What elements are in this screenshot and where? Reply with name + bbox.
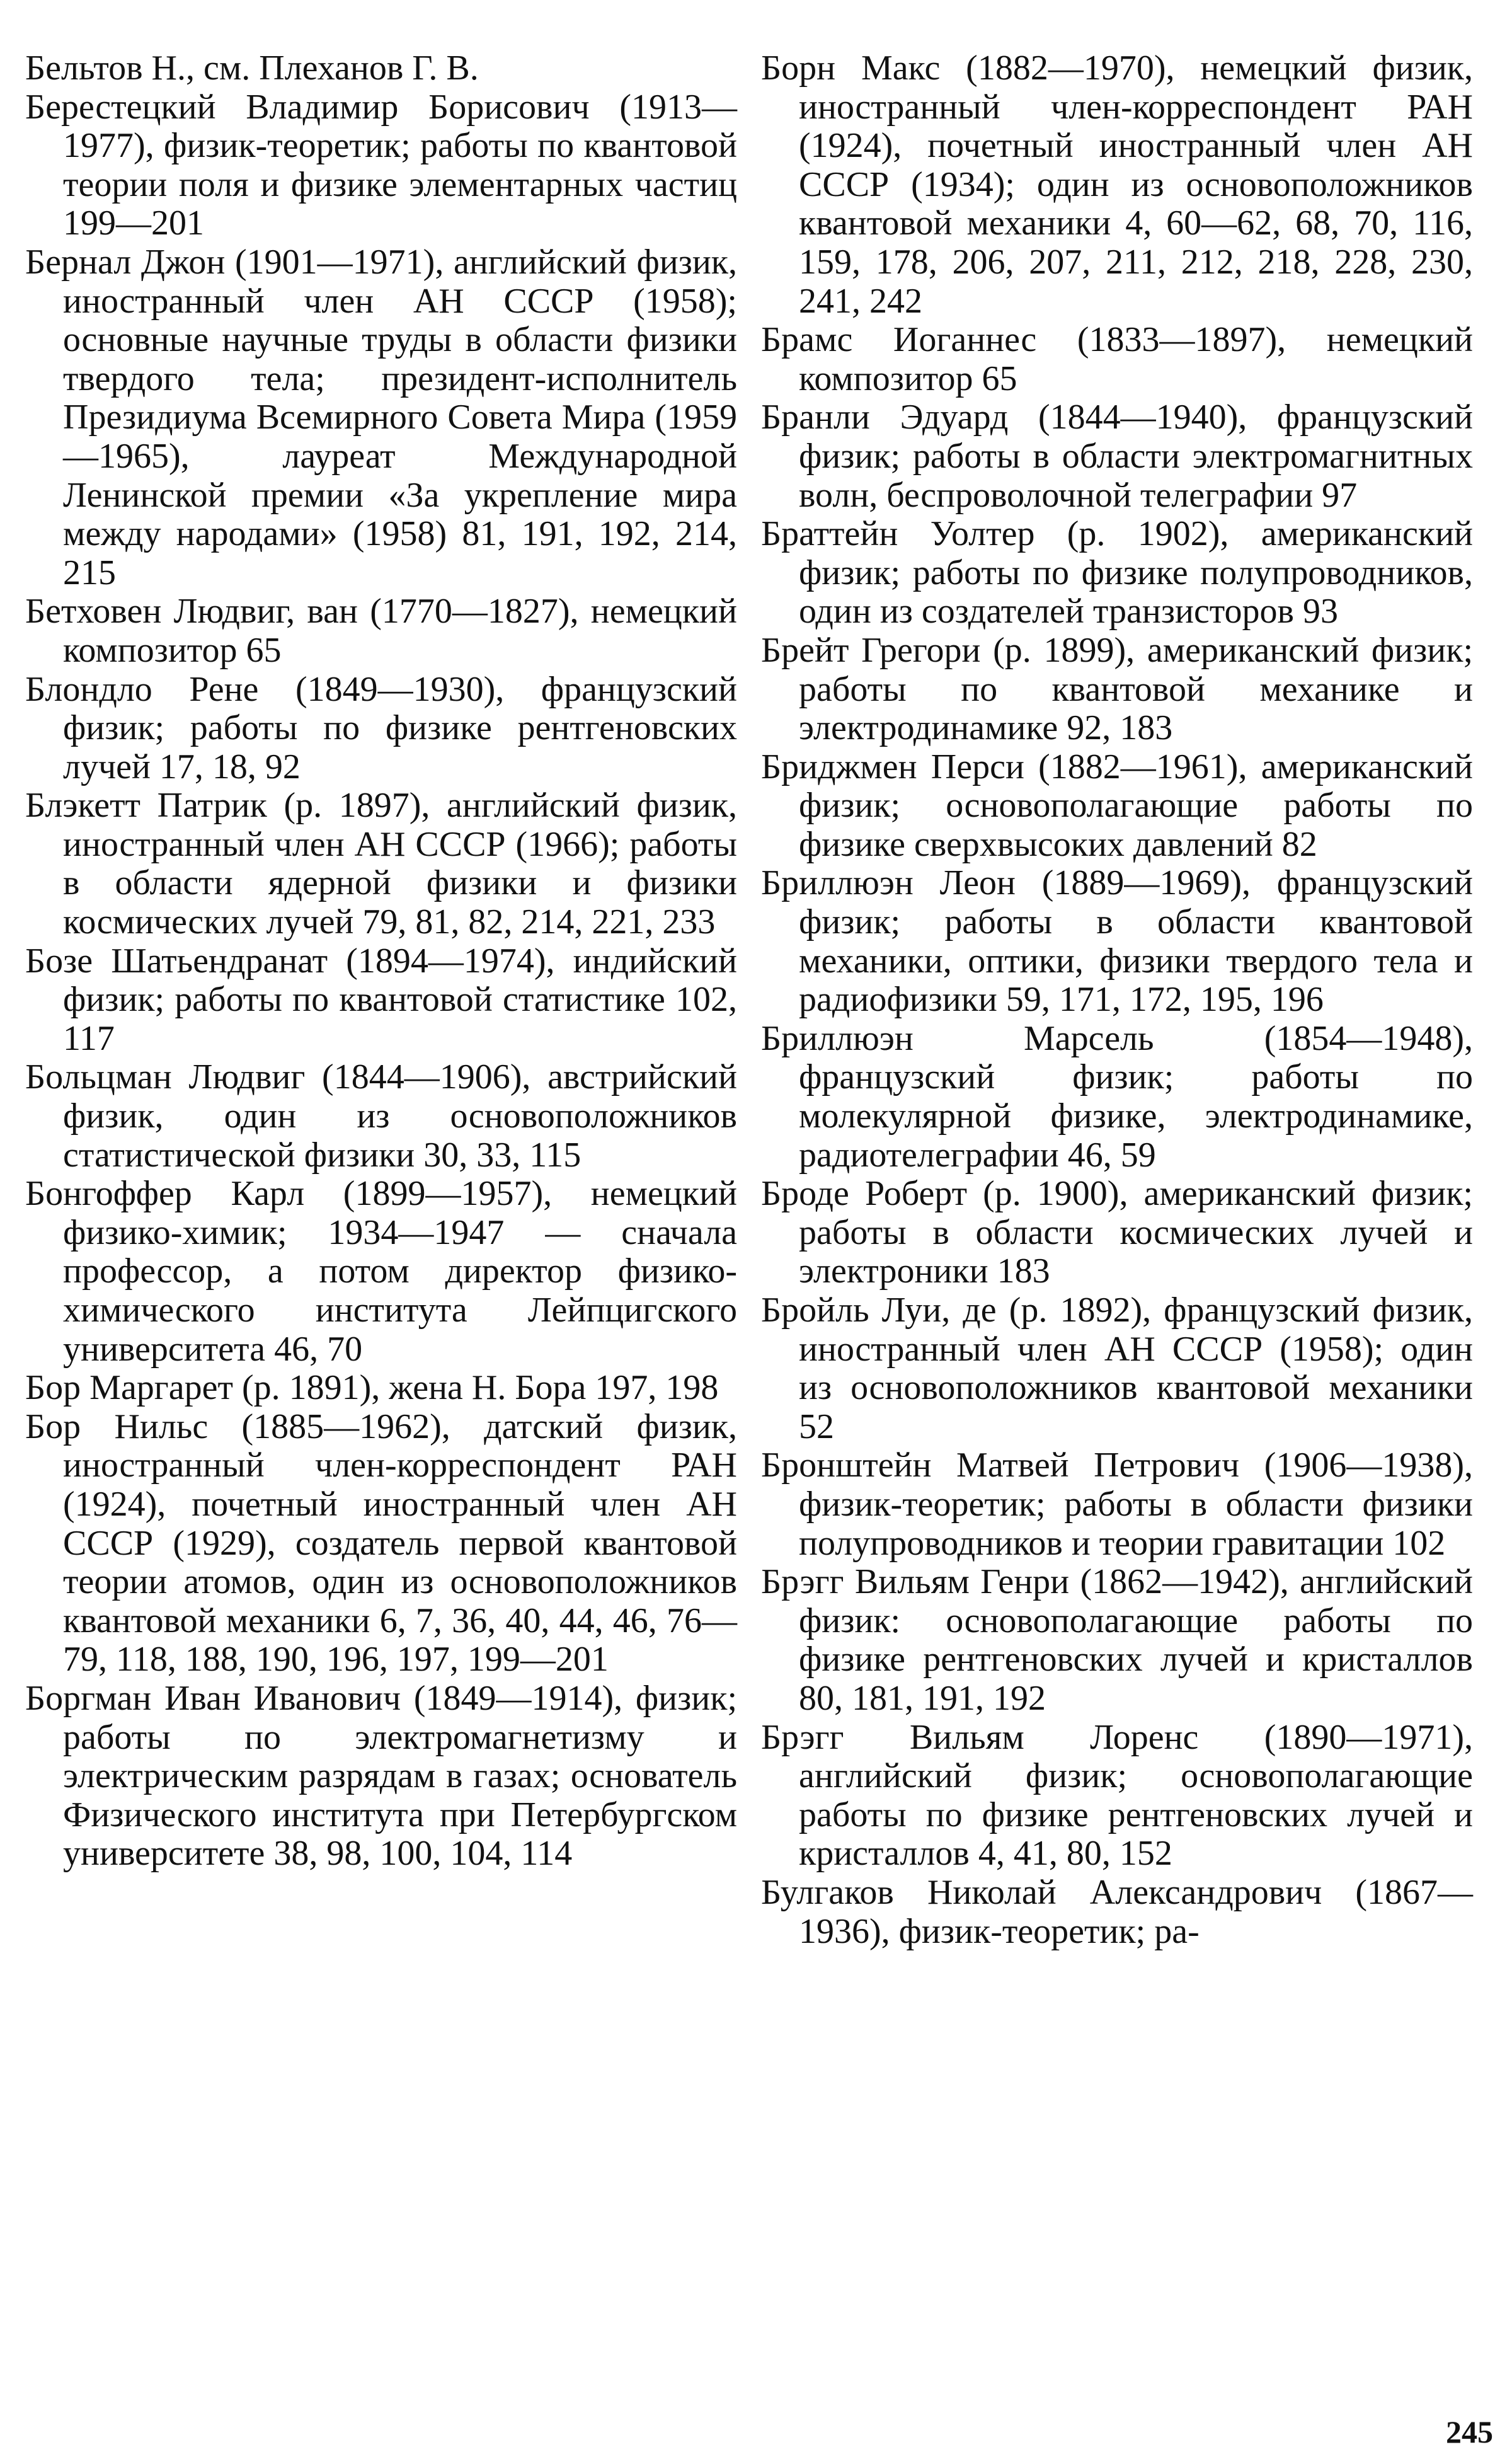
index-entry: Блэкетт Патрик (р. 1897), английский физик, иностранный член АН СССР (1966); работы в области ядерной физики и физики космических лучей 79, 81, 82, 214, 221, 233 <box>25 786 737 942</box>
index-entry: Бозе Шатьендранат (1894—1974), индийский физик; работы по квантовой статистике 102, 117 <box>25 941 737 1058</box>
index-entry: Бор Маргарет (р. 1891), жена Н. Бора 197, 198 <box>25 1368 719 1408</box>
index-entry: Бетховен Людвиг, ван (1770—1827), немецкий композитор 65 <box>25 592 737 670</box>
index-entry: Бернал Джон (1901—1971), английский физик, иностранный член АН СССР (1958); основные научные труды в области физики твердого тела; президент-исполнитель Президиума Всемирного Совета Мира (1959—1965), лауреат Международной Ленинской премии «За укрепление мира между народами» (1958) 81, 191, 192, 214, 215 <box>25 242 737 592</box>
index-entry: Браттейн Уолтер (р. 1902), американский физик; работы по физике полупроводников, один из создателей транзисторов 93 <box>761 514 1473 631</box>
index-entry: Булгаков Николай Александрович (1867—1936), физик-теоретик; ра- <box>761 1872 1473 1951</box>
index-entry: Бонгоффер Карл (1899—1957), немецкий физико-химик; 1934—1947 — сначала профессор, а потом директор физико-химического института Лейпцигского университета 46, 70 <box>25 1174 737 1369</box>
index-entry: Брэгг Вильям Лоренс (1890—1971), английский физик; основополагающие работы по физике рентгеновских лучей и кристаллов 4, 41, 80, 152 <box>761 1717 1473 1874</box>
index-entry: Борн Макс (1882—1970), немецкий физик, иностранный член-корреспондент РАН (1924), почетный иностранный член АН СССР (1934); один из основоположников квантовой механики 4, 60—62, 68, 70, 116, 159, 178, 206, 207, 211, 212, 218, 228, 230, 241, 242 <box>761 49 1473 321</box>
page-number: 245 <box>1446 2414 1493 2450</box>
index-entry: Броде Роберт (р. 1900), американский физик; работы в области космических лучей и электроники 183 <box>761 1174 1473 1291</box>
index-entry: Брамс Иоганнес (1833—1897), немецкий композитор 65 <box>761 320 1473 398</box>
index-entry: Блондло Рене (1849—1930), французский физик; работы по физике рентгеновских лучей 17, 18, 92 <box>25 669 737 786</box>
index-entry: Бриджмен Перси (1882—1961), американский физик; основополагающие работы по физике сверхвысоких давлений 82 <box>761 747 1473 864</box>
index-entry: Бройль Луи, де (р. 1892), французский физик, иностранный член АН СССР (1958); один из основоположников квантовой механики 52 <box>761 1291 1473 1446</box>
index-entry: Бор Нильс (1885—1962), датский физик, иностранный член-корреспондент РАН (1924), почетный иностранный член АН СССР (1929), создатель первой квантовой теории атомов, один из основоположников квантовой механики 6, 7, 36, 40, 44, 46, 76—79, 118, 188, 190, 196, 197, 199—201 <box>25 1407 737 1679</box>
index-entry: Бельтов Н., см. Плеханов Г. В. <box>25 49 479 88</box>
index-entry: Берестецкий Владимир Борисович (1913—1977), физик-теоретик; работы по квантовой теории поля и физике элементарных частиц 199—201 <box>25 87 737 243</box>
index-entry: Бронштейн Матвей Петрович (1906—1938), физик-теоретик; работы в области физики полупроводников и теории гравитации 102 <box>761 1446 1473 1563</box>
index-entry: Бриллюэн Леон (1889—1969), французский физик; работы в области квантовой механики, оптики, физики твердого тела и радиофизики 59, 171, 172, 195, 196 <box>761 863 1473 1020</box>
index-entry: Бранли Эдуард (1844—1940), французский физик; работы в области электромагнитных волн, беспроволочной телеграфии 97 <box>761 398 1473 515</box>
index-entry: Брейт Грегори (р. 1899), американский физик; работы по квантовой механике и электродинамике 92, 183 <box>761 630 1473 748</box>
right-column <box>761 49 1473 1951</box>
index-entry: Больцман Людвиг (1844—1906), австрийский физик, один из основоположников статистической физики 30, 33, 115 <box>25 1057 737 1175</box>
index-entry: Брэгг Вильям Генри (1862—1942), английский физик: основополагающие работы по физике рентгеновских лучей и кристаллов 80, 181, 191, 192 <box>761 1562 1473 1718</box>
index-entry: Боргман Иван Иванович (1849—1914), физик; работы по электромагнетизму и электрическим разрядам в газах; основатель Физического института при Петербургском университете 38, 98, 100, 104, 114 <box>25 1678 737 1874</box>
left-column <box>25 49 737 1874</box>
index-entry: Бриллюэн Марсель (1854—1948), французский физик; работы по молекулярной физике, электродинамике, радиотелеграфии 46, 59 <box>761 1018 1473 1175</box>
